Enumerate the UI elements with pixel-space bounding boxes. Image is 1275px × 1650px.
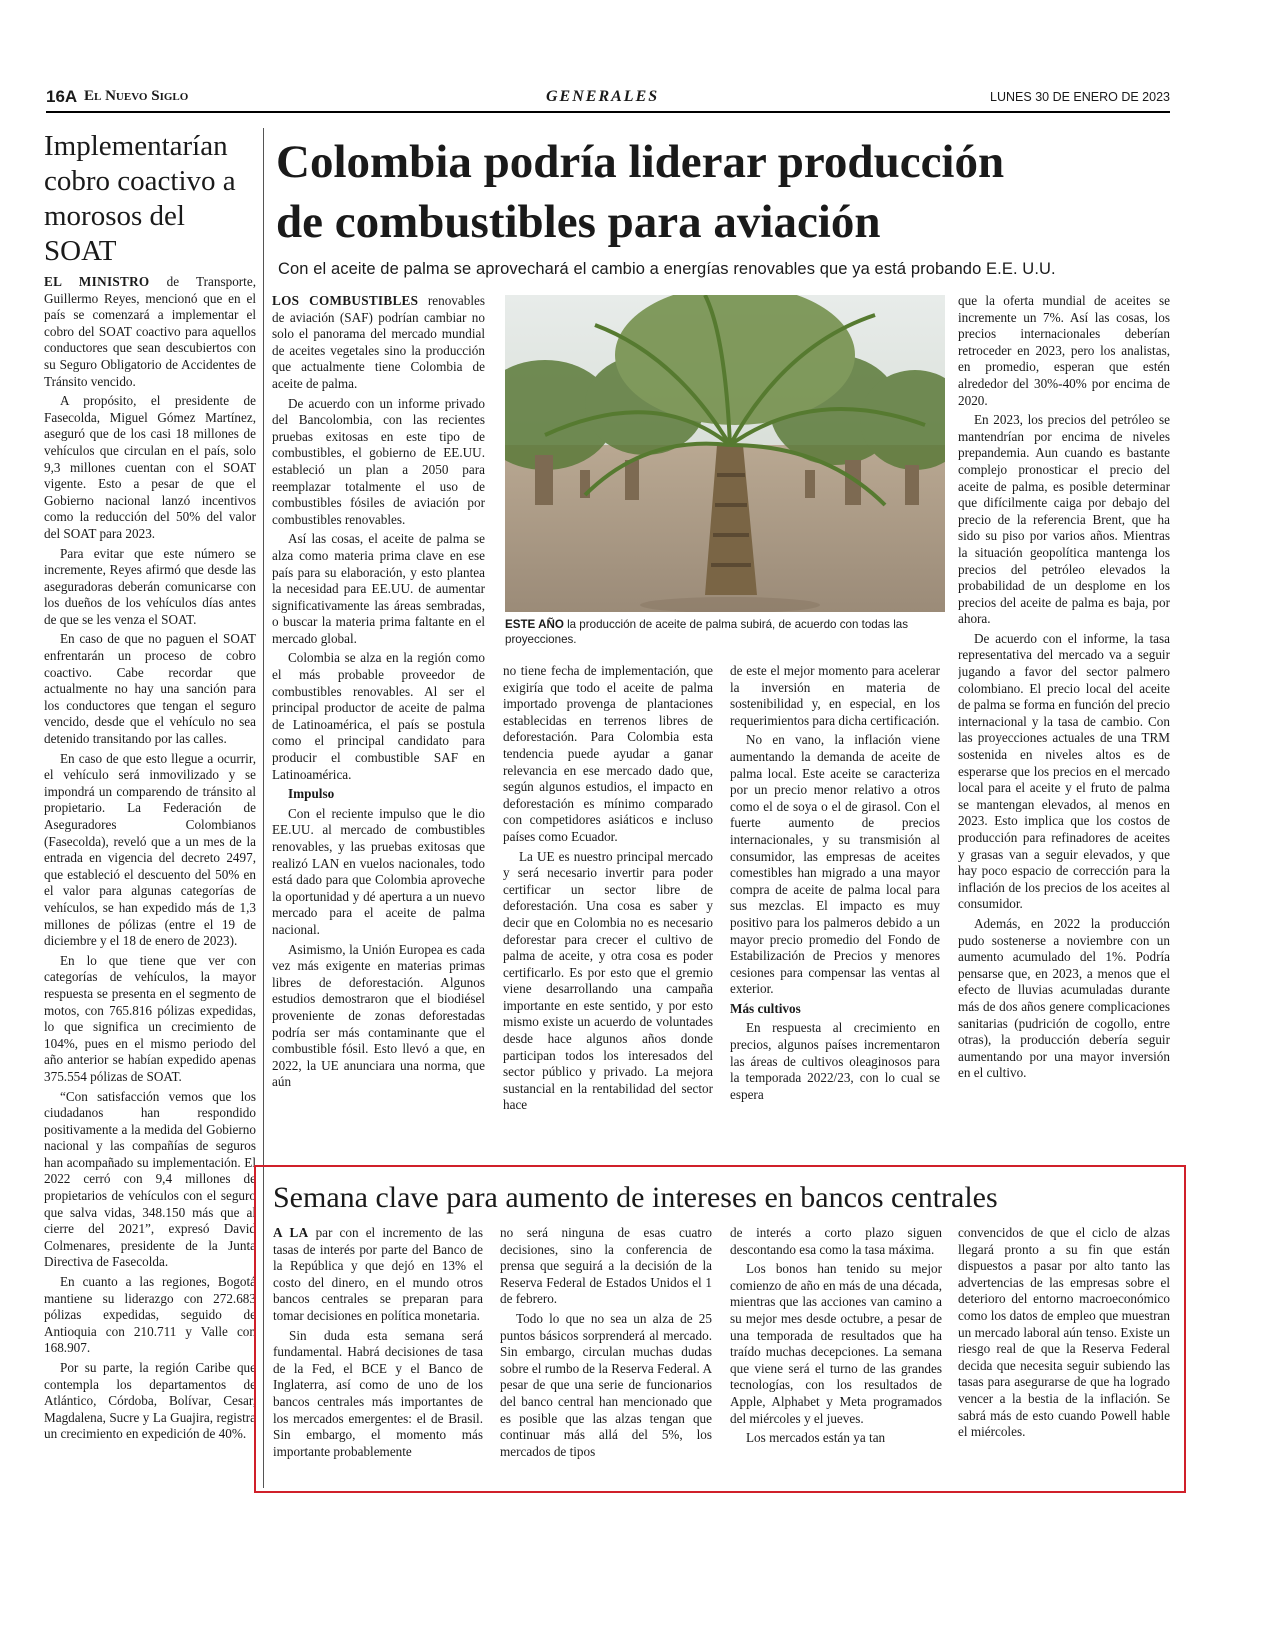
sidebar-paragraph: EL MINISTRO de Transporte, Guillermo Reyes, mencionó que en el país se comenzará a implementar el cobro del SOAT coactivo para aquellos conductores que sean descubiertos con su Seguro Obligatorio de Accidentes de Tránsito vencido. (44, 274, 256, 389)
main-paragraph: La UE es nuestro principal mercado y será necesario invertir para poder certificar un sector libre de deforestación. Una cosa es saber y decir que en Colombia no es necesario deforestar para crecer el cultivo de palma de aceite, y otra cosa es poder certificarlo. Es por esto que el gremio viene desarrollando una campaña importante en este sentido, y por esto mismo existe un acuerdo de voluntades desde hace algunos años donde participan todos los interesados del sector público y privado. La mejora sustancial en la rentabilidad del sector hace (503, 848, 713, 1113)
sidebar-paragraph: En cuanto a las regiones, Bogotá mantiene su liderazgo con 272.683 pólizas expedidas, seguido de Antioquia con 210.711 y Valle con 168.907. (44, 1274, 256, 1356)
main-subtitle: Con el aceite de palma se aprovechará el cambio a energías renovables que ya está probando E.E. U.U. (278, 260, 1056, 278)
main-paragraph: De acuerdo con el informe, la tasa representativa del mercado va a seguir jugando a favor del sector palmero colombiano. El precio local del aceite de palma se forma en función del precio internacional y la tasa de cambio. Con las proyecciones actuales de una TRM sostenida en niveles altos es de esperarse que los precios en el mercado local para el aceite y el fruto de palma se mantengan elevados, al menos en 2023. Esto implica que los costos de producción para refinadores de aceites y grasas van a seguir elevados, y que hay poco espacio de corrección para la inflación de los precios de los aceites al consumidor. (958, 630, 1170, 912)
photo-caption (505, 617, 945, 647)
newspaper-name: El Nuevo Siglo (84, 88, 189, 104)
box-paragraph: Los bonos han tenido su mejor comienzo de año en más de una década, mientras que las acciones van camino a su mejor mes desde octubre, a pesar de una temporada de resultados que ha traído muchas decepciones. La semana que viene será el turno de las grandes tecnologías, con los resultados de Apple, Alphabet y Meta programados del miércoles y el jueves. (730, 1261, 942, 1426)
subhead-impulso: Impulso (288, 786, 335, 802)
box-lead: A LA (273, 1225, 309, 1240)
main-paragraph: Asimismo, la Unión Europea es cada vez más exigente en materias primas libres de deforestación. Algunos estudios demostraron que el biodiésel proveniente de zonas deforestadas podría ser más contaminante que el combustible fósil. Esto llevó a que, en 2022, la UE anunciara una norma, que aún (272, 941, 485, 1090)
sidebar-paragraph: En lo que tiene que ver con categorías de vehículos, la mayor respuesta se presenta en el segmento de motos, con 765.816 pólizas expedidas, lo que significa un crecimiento de 104%, pues en el mismo periodo del año anterior se habían expedido apenas 375.554 pólizas de SOAT. (44, 952, 256, 1084)
main-paragraph: Con el reciente impulso que le dio EE.UU. al mercado de combustibles renovables, y las pruebas exitosas que realizó LAN en vuelos nacionales, todo está dado para que Colombia aproveche la oportunidad y dé apertura a un nuevo mercado para el aceite de palma nacional. (272, 805, 485, 937)
sidebar-paragraph: A propósito, el presidente de Fasecolda, Miguel Gómez Martínez, aseguró que de los casi 18 millones de vehículos que circulan en el país, solo 9,3 millones cuentan con el SOAT vigente. Esto a pesar de que el Gobierno nacional lanzó incentivos como la reducción del 50% del valor del SOAT para 2023. (44, 393, 256, 541)
main-paragraph: LOS COMBUSTIBLES renovables de aviación (SAF) podrían cambiar no solo el panorama del mercado mundial de aceites vegetales sino la producción que actualmente tiene Colombia de aceite de palma. (272, 293, 485, 391)
box-paragraph: no será ninguna de esas cuatro decisiones, sino la conferencia de prensa que seguirá a la decisión de la Reserva Federal de Estados Unidos el 1 de febrero. (500, 1225, 712, 1307)
box-paragraph: A LA par con el incremento de las tasas de interés por parte del Banco de la República y que dejó en 13% el costo del dinero, en el mundo otros bancos centrales se preparan para tomar decisiones en política monetaria. (273, 1225, 483, 1323)
photo-caption-text: la producción de aceite de palma subirá, de acuerdo con todas las proyecciones. (505, 618, 909, 646)
box-column-1 (273, 1225, 483, 1485)
main-paragraph: Colombia se alza en la región como el más probable proveedor de combustibles renovables. Al ser el principal productor de aceite de palma de Latinoamérica, el país se postula como el principal candidato para producir el combustible SAF en Latinoamérica. (272, 650, 485, 782)
box-paragraph: Los mercados están ya tan (746, 1430, 886, 1446)
main-paragraph: En 2023, los precios del petróleo se mantendrían por encima de niveles prepandemia. Aun cuando es bastante complejo pronosticar el precio del aceite de palma, es posible determinar que difícilmente caiga por debajo del precio de la referencia Brent, que ha sido su piso por varios años. Mientras la situación geopolítica mantenga los precios del petróleo elevados la probabilidad de un desplome en los precios del aceite de palma es baja, por ahora. (958, 412, 1170, 627)
header-rule (46, 111, 1170, 113)
main-paragraph: no tiene fecha de implementación, que exigiría que todo el aceite de palma importado provenga de plantaciones establecidas en terrenos libres de deforestación. Para Colombia esta tendencia puede ayudar a ganar relevancia en ese mercado dado que, según algunos estudios, el impacto en deforestación es mínimo comparado con competidores asiáticos e incluso países como Ecuador. (503, 663, 713, 844)
issue-date: LUNES 30 DE ENERO DE 2023 (990, 90, 1170, 104)
main-paragraph: No en vano, la inflación viene aumentando la demanda de aceite de palma local. Este aceite se caracteriza por un precio menor relativo a otros como el de soya o el de girasol. Con el fuerte aumento de precios internacionales, y su transmisión al consumidor, las empresas de aceites comestibles han migrado a una mayor compra de aceite de palma local para sus mezclas. El impacto es muy positivo para los palmeros debido a un mayor precio promedio del Fondo de Estabilización de Precios y menores cesiones para compensar las ventas al exterior. (730, 732, 940, 997)
sidebar-lead: EL MINISTRO (44, 274, 150, 289)
sidebar-paragraph: En caso de que esto llegue a ocurrir, el vehículo será inmovilizado y se impondrá un comparendo de tránsito al propietario. La Federación de Aseguradores Colombianos (Fasecolda), reveló que a un mes de la entrada en vigencia del decreto 2497, que estableció el descuento del 50% en el valor para algunas categorías de vehículos, se han expedido más de 1,3 millones de pólizas (entre el 19 de diciembre y el 18 de enero de 2023). (44, 750, 256, 949)
palm-plantation-photo (505, 295, 945, 612)
page-number: 16A (46, 87, 78, 106)
box-paragraph: convencidos de que el ciclo de alzas llegará pronto a su fin que están dispuestos a pasar por alto tanto las advertencias de las empresas sobre el deterioro del entorno macroeconómico como los datos de empleo que muestran un mercado laboral aún tenso. Existe un riesgo real de que la Reserva Federal decida que necesita seguir subiendo las tasas para asegurarse de que ha logrado vencer a la bestia de la inflación. Se sabrá más de esto cuando Powell hable el miércoles. (958, 1225, 1170, 1440)
sidebar-title: Implementarían cobro coactivo a morosos del SOAT (44, 130, 236, 267)
sidebar-paragraph: En caso de que no paguen el SOAT enfrentarán un proceso de cobro coactivo. Cabe recordar que actualmente no hay una sanción para los conductores que tengan el seguro vencido, desde que el vehículo no sea detenido transitando por las calles. (44, 631, 256, 747)
sidebar-paragraph: “Con satisfacción vemos que los ciudadanos han respondido positivamente a la medida del Gobierno nacional y las compañías de seguros han acompañado su implementación. El 2022 cerró con 9,4 millones de propietarios de vehículos con el seguro que salva vidas, 348.150 más que al cierre del 2021”, expresó David Colmenares, presidente de la Junta Directiva de Fasecolda. (44, 1088, 256, 1270)
main-lead: LOS COMBUSTIBLES (272, 293, 419, 308)
sidebar-paragraph: Para evitar que este número se incremente, Reyes afirmó que desde las aseguradoras deberán comunicarse con los dueños de los vehículos días antes de que se les venza el SOAT. (44, 545, 256, 627)
box-paragraph: Sin duda esta semana será fundamental. Habrá decisiones de tasa de la Fed, el BCE y el Banco de Inglaterra, así como de uno de los bancos centrales más importantes de los mercados emergentes: el de Brasil. Sin embargo, el momento más importante probablemente (273, 1327, 483, 1459)
box-paragraph: Todo lo que no sea un alza de 25 puntos básicos sorprenderá al mercado. Sin embargo, circulan muchas dudas sobre el rumbo de la Reserva Federal. A pesar de que una serie de funcionarios del banco central han mencionado que es posible que las alzas tengan que continuar más allá del 5%, los mercados de tipos (500, 1310, 712, 1459)
main-paragraph: Además, en 2022 la producción pudo sostenerse a noviembre con un aumento acumulado del 1%. Podría pensarse que, en 2023, a menos que el efecto de lluvias acumuladas durante más de dos años genere complicaciones sanitarias (pudrición de cogollo, entre otras), la producción debería seguir aumentando por una mayor inversión en el cultivo. (958, 915, 1170, 1081)
box-column-4 (958, 1225, 1170, 1485)
main-paragraph: De acuerdo con un informe privado del Bancolombia, con las recientes pruebas exitosas en este tipo de combustibles, el gobierno de EE.UU. estableció un plan a 2050 para reemplazar totalmente el uso de combustibles fósiles de aviación por combustibles renovables. (272, 395, 485, 527)
main-column-4 (958, 293, 1170, 1148)
section-name: GENERALES (546, 88, 660, 105)
main-column-2 (503, 663, 713, 1148)
sidebar-article (44, 274, 256, 1494)
main-paragraph: que la oferta mundial de aceites se incremente un 7%. Así las cosas, los precios internacionales deberían retroceder en 2023, pero los analistas, en promedio, esperan que estén alrededor del 30%-40% por encima de 2020. (958, 293, 1170, 408)
page-header (46, 86, 1170, 112)
main-headline-line1: Colombia podría liderar producción (276, 136, 1005, 188)
main-column-1 (272, 293, 485, 1148)
box-headline: Semana clave para aumento de intereses en bancos centrales (273, 1181, 998, 1214)
main-paragraph: Así las cosas, el aceite de palma se alza como materia prima clave en ese país para su elaboración, y esto plantea la necesidad para EE.UU. de aumentar significativamente las áreas sembradas, o buscar la materia prima faltante en el mercado global. (272, 531, 485, 646)
main-paragraph: En respuesta al crecimiento en precios, algunos países incrementaron las áreas de cultivos oleaginosos para la temporada 2022/23, con lo cual se espera (730, 1020, 940, 1102)
subhead-mas-cultivos: Más cultivos (730, 1000, 801, 1016)
main-column-3 (730, 663, 940, 1148)
photo-caption-lead: ESTE AÑO (505, 618, 564, 631)
sidebar-paragraph: Por su parte, la región Caribe que contempla los departamentos de Atlántico, Córdoba, Bolívar, Cesar, Magdalena, Sucre y La Guajira, registra un crecimiento en expedición de 40%. (44, 1360, 256, 1442)
box-paragraph: de interés a corto plazo siguen descontando esa como la tasa máxima. (730, 1225, 942, 1257)
palm-photo-illustration (505, 295, 945, 612)
main-headline (276, 132, 1176, 252)
main-paragraph: de este el mejor momento para acelerar la inversión en materia de sostenibilidad y, en especial, en los requerimientos para dicha certificación. (730, 663, 940, 728)
box-column-3 (730, 1225, 942, 1485)
main-headline-line2: de combustibles para aviación (276, 196, 881, 248)
box-column-2 (500, 1225, 712, 1485)
